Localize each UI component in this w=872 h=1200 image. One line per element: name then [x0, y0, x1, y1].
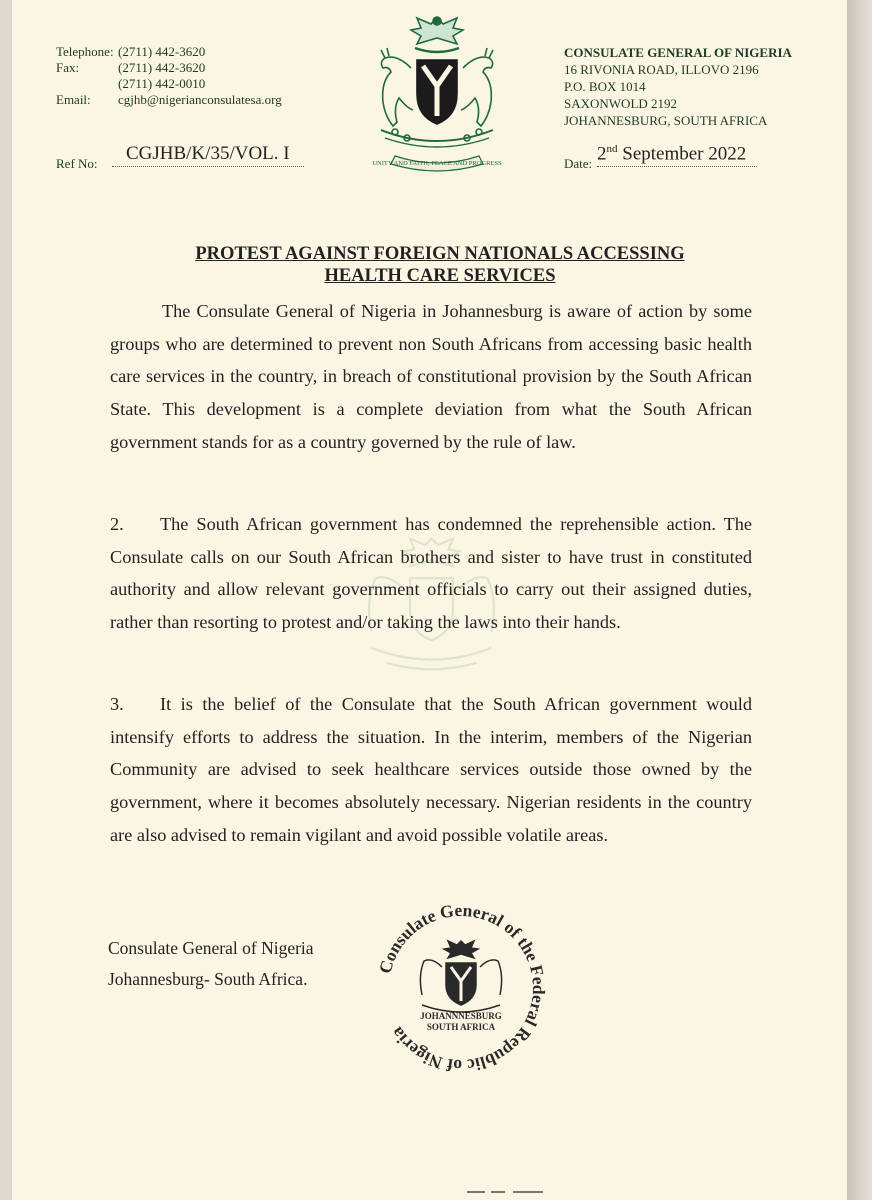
- page-edge-mark: [467, 1186, 547, 1194]
- ref-label: Ref No:: [56, 156, 98, 171]
- letter-date: 2nd September 2022: [597, 143, 757, 167]
- office-name: CONSULATE GENERAL OF NIGERIA: [564, 45, 792, 60]
- coat-of-arms-icon: [355, 8, 520, 173]
- office-address: [564, 44, 792, 129]
- stamp-ring-text: Consulate General of the Federal Republic of Nigeria: [374, 899, 550, 1077]
- address-line: P.O. BOX 1014: [564, 79, 646, 94]
- stamp-city: JOHANNNESBURG: [420, 1011, 502, 1021]
- stamp-crest-icon: [420, 941, 501, 1012]
- stamp-country: SOUTH AFRICA: [426, 1022, 496, 1032]
- scanner-edge: [847, 0, 872, 1200]
- paragraph-1: The Consulate General of Nigeria in Johannesburg is aware of action by some groups who are determined to prevent non South Africans from accessing basic health care services in the country, in breach of constitutional provision by the South African State. This development is a complete deviation from what the South African government stands for as a country governed by the rule of law.: [110, 301, 752, 452]
- paragraph-number: 2.: [110, 514, 124, 534]
- official-stamp: [366, 893, 556, 1083]
- paragraph-2: 2. The South African government has condemned the reprehensible action. The Consulate calls on our South African brothers and sister to have trust in constituted authority and allow relevant government officials to carry out their assigned duties, rather than resorting to protest and/or taking the laws into their hands.: [110, 508, 752, 639]
- letter-paper: [12, 0, 847, 1200]
- fax-line-2: (2711) 442-0010: [118, 76, 206, 91]
- telephone-line: Telephone: (2711) 442-3620: [56, 44, 206, 59]
- paragraph-number: 3.: [110, 694, 124, 714]
- fax-line: Fax: (2711) 442-3620: [56, 60, 206, 75]
- date-label: Date:: [564, 156, 593, 171]
- address-line: JOHANNESBURG, SOUTH AFRICA: [564, 113, 768, 128]
- address-line: 16 RIVONIA ROAD, ILLOVO 2196: [564, 62, 759, 77]
- crest-motto: UNITY AND FAITH, PEACE AND PROGRESS: [372, 160, 502, 167]
- document-title: PROTEST AGAINST FOREIGN NATIONALS ACCESSING HEALTH CARE SERVICES: [195, 244, 685, 286]
- contact-details: [56, 44, 282, 108]
- signature-block: Consulate General of Nigeria Johannesburg- South Africa.: [108, 938, 314, 989]
- email-line: Email: cgjhb@nigerianconsulatesa.org: [56, 92, 282, 107]
- ref-number: CGJHB/K/35/VOL. I: [112, 143, 304, 167]
- paragraph-3: 3. It is the belief of the Consulate that the South African government would intensify efforts to address the situation. In the interim, members of the Nigerian Community are advised to seek healthcare services outside those owned by the government, where it becomes absolutely necessary. Nigerian residents in the country are also advised to remain vigilant and avoid possible volatile areas.: [110, 688, 752, 852]
- address-line: SAXONWOLD 2192: [564, 96, 678, 111]
